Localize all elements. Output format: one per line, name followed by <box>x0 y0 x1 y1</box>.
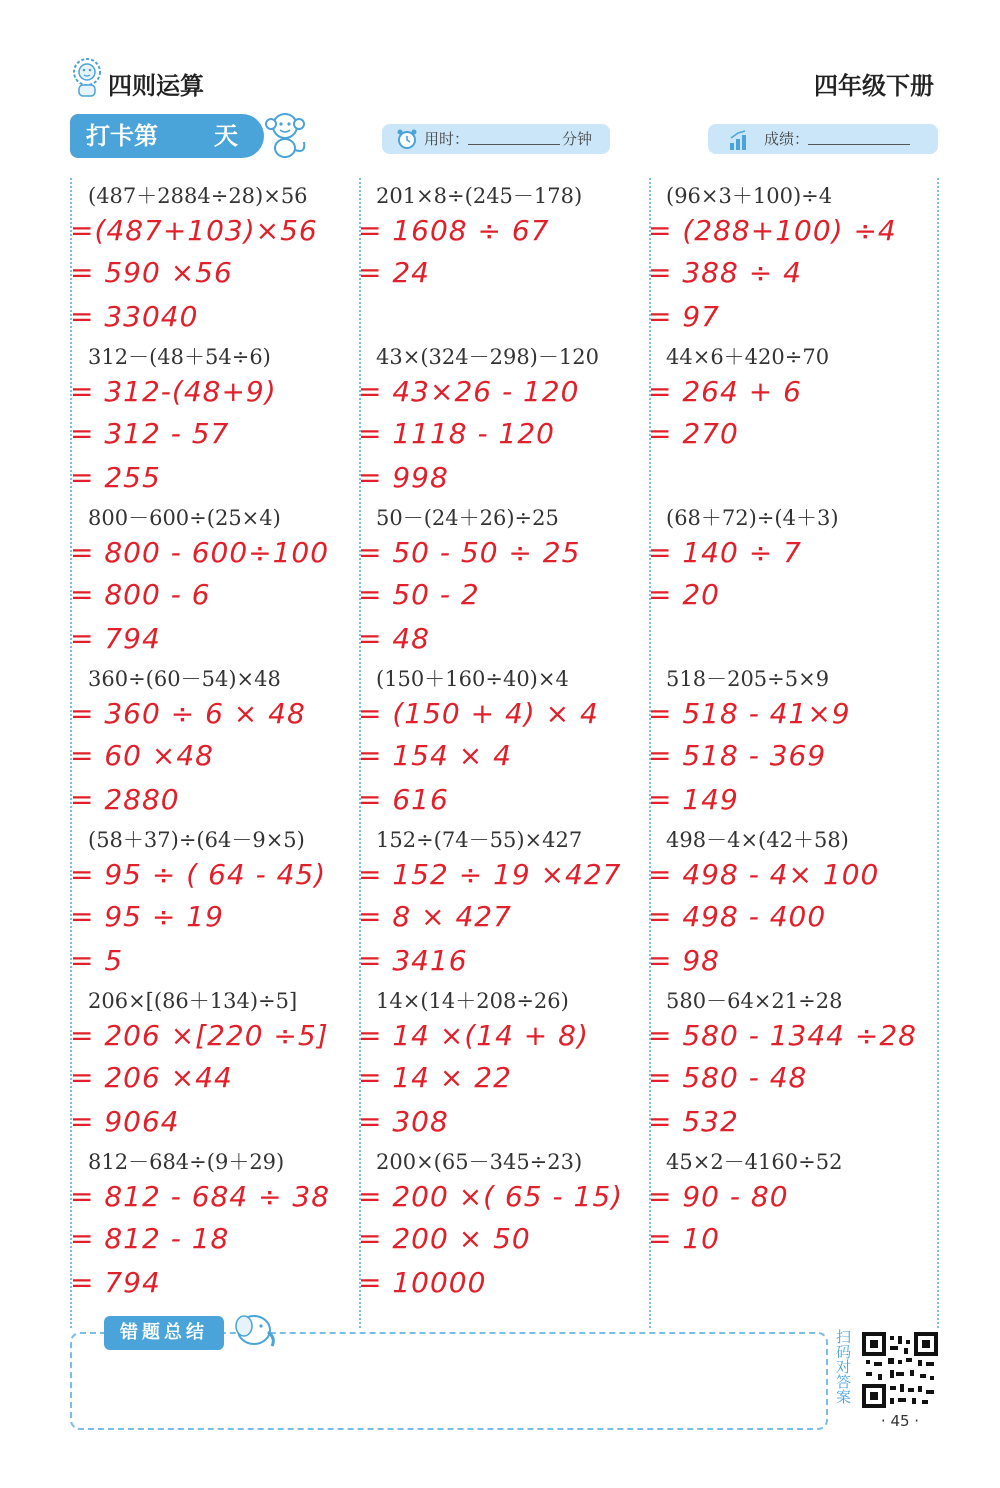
problem-expression: 360÷(60－54)×48 <box>88 667 281 691</box>
mistake-summary-label: 错题总结 <box>104 1316 224 1350</box>
problem-item <box>358 492 666 655</box>
handwritten-step: = 8 × 427 <box>358 900 512 933</box>
time-blank[interactable] <box>468 144 560 145</box>
problem-item <box>648 975 956 1138</box>
problem-item <box>358 653 666 816</box>
problem-item <box>70 331 378 494</box>
handwritten-step: = 5 <box>70 944 124 977</box>
problem-item <box>70 1136 378 1299</box>
problem-expression: (58＋37)÷(64－9×5) <box>88 828 305 852</box>
problem-expression: 812－684÷(9＋29) <box>88 1150 285 1174</box>
problem-item <box>358 975 666 1138</box>
handwritten-step: = 206 ×44 <box>70 1061 233 1094</box>
problem-item <box>358 814 666 977</box>
handwritten-step: = 518 - 369 <box>648 739 827 772</box>
problem-expression: (96×3＋100)÷4 <box>666 184 833 208</box>
time-label: 用时： <box>424 130 470 148</box>
problem-expression: (68＋72)÷(4＋3) <box>666 506 839 530</box>
problem-expression: 50－(24＋26)÷25 <box>376 506 559 530</box>
problem-expression: (150＋160÷40)×4 <box>376 667 569 691</box>
handwritten-step: = 95 ÷ ( 64 - 45) <box>70 858 327 891</box>
problem-item <box>648 170 956 333</box>
problem-expression: 201×8÷(245－178) <box>376 184 583 208</box>
grade-label: 四年级下册 <box>814 72 934 100</box>
handwritten-step: = 200 × 50 <box>358 1222 531 1255</box>
handwritten-step: = 140 ÷ 7 <box>648 536 802 569</box>
problem-expression: 152÷(74－55)×427 <box>376 828 583 852</box>
handwritten-step: = 998 <box>358 461 449 494</box>
handwritten-step: = 388 ÷ 4 <box>648 256 802 289</box>
time-unit: 分钟 <box>562 130 593 148</box>
handwritten-step: = 532 <box>648 1105 739 1138</box>
checkin-prefix: 打卡第 <box>86 122 158 150</box>
problem-expression: 44×6＋420÷70 <box>666 345 830 369</box>
handwritten-step: = 2880 <box>70 783 180 816</box>
problem-item <box>70 653 378 816</box>
handwritten-step: = 580 - 1344 ÷28 <box>648 1019 917 1052</box>
problem-expression: 43×(324－298)－120 <box>376 345 599 369</box>
problem-item <box>648 331 956 492</box>
handwritten-step: = 14 ×(14 + 8) <box>358 1019 589 1052</box>
handwritten-step: = 812 - 684 ÷ 38 <box>70 1180 331 1213</box>
handwritten-step: = 794 <box>70 1266 161 1299</box>
handwritten-step: = 24 <box>358 256 430 289</box>
handwritten-step: = 20 <box>648 578 720 611</box>
problem-expression: 14×(14＋208÷26) <box>376 989 569 1013</box>
handwritten-step: = 498 - 4× 100 <box>648 858 880 891</box>
problem-expression: 200×(65－345÷23) <box>376 1150 583 1174</box>
handwritten-step: = 312 - 57 <box>70 417 230 450</box>
elephant-icon <box>228 1308 278 1350</box>
alarm-clock-icon <box>396 128 418 150</box>
checkin-banner <box>70 114 264 158</box>
problem-item <box>648 1136 956 1297</box>
problem-item <box>648 492 956 653</box>
problem-item <box>358 1136 666 1299</box>
handwritten-step: = 33040 <box>70 300 199 333</box>
handwritten-step: = 149 <box>648 783 739 816</box>
handwritten-step: = 154 × 4 <box>358 739 512 772</box>
lion-icon <box>70 56 104 98</box>
handwritten-step: = 50 - 50 ÷ 25 <box>358 536 581 569</box>
problem-item <box>70 492 378 655</box>
problem-expression: 800－600÷(25×4) <box>88 506 281 530</box>
page-number: · 45 · <box>880 1412 920 1430</box>
handwritten-step: = 270 <box>648 417 739 450</box>
handwritten-step: = 580 - 48 <box>648 1061 808 1094</box>
handwritten-step: = 60 ×48 <box>70 739 214 772</box>
problem-expression: 312－(48＋54÷6) <box>88 345 271 369</box>
handwritten-step: = (150 + 4) × 4 <box>358 697 599 730</box>
handwritten-step: = 95 ÷ 19 <box>70 900 224 933</box>
handwritten-step: = 9064 <box>70 1105 180 1138</box>
handwritten-step: = 264 + 6 <box>648 375 802 408</box>
handwritten-step: = 812 - 18 <box>70 1222 230 1255</box>
handwritten-step: = 10 <box>648 1222 720 1255</box>
handwritten-step: = 498 - 400 <box>648 900 827 933</box>
handwritten-step: = 98 <box>648 944 720 977</box>
handwritten-step: = 43×26 - 120 <box>358 375 580 408</box>
handwritten-step: = 616 <box>358 783 449 816</box>
problem-item <box>358 170 666 331</box>
problem-item <box>70 170 378 333</box>
handwritten-step: = 1608 ÷ 67 <box>358 214 550 247</box>
problem-expression: 45×2－4160÷52 <box>666 1150 843 1174</box>
problem-expression: (487＋2884÷28)×56 <box>88 184 308 208</box>
handwritten-step: = 152 ÷ 19 ×427 <box>358 858 622 891</box>
handwritten-step: = 50 - 2 <box>358 578 480 611</box>
problem-item <box>70 975 378 1138</box>
handwritten-step: = 794 <box>70 622 161 655</box>
handwritten-step: = 3416 <box>358 944 468 977</box>
problem-item <box>70 814 378 977</box>
qr-code[interactable] <box>862 1332 938 1408</box>
handwritten-step: = 255 <box>70 461 161 494</box>
handwritten-step: = 10000 <box>358 1266 487 1299</box>
handwritten-step: =(487+103)×56 <box>70 214 318 247</box>
problem-expression: 498－4×(42＋58) <box>666 828 849 852</box>
score-label: 成绩： <box>764 130 810 148</box>
score-chart-icon <box>728 129 750 151</box>
problem-expression: 580－64×21÷28 <box>666 989 843 1013</box>
problem-item <box>648 814 956 977</box>
handwritten-step: = 360 ÷ 6 × 48 <box>70 697 306 730</box>
score-blank[interactable] <box>808 144 910 145</box>
score-field[interactable] <box>708 124 938 154</box>
time-field[interactable] <box>382 124 610 154</box>
page-title: 四则运算 <box>108 72 204 100</box>
problem-item <box>358 331 666 494</box>
handwritten-step: = 312-(48+9) <box>70 375 277 408</box>
problem-item <box>648 653 956 816</box>
scan-for-answers-text: 扫码对答案 <box>836 1328 852 1406</box>
checkin-suffix: 天 <box>214 122 238 150</box>
handwritten-step: = 308 <box>358 1105 449 1138</box>
handwritten-step: = 1118 - 120 <box>358 417 555 450</box>
handwritten-step: = 800 - 6 <box>70 578 211 611</box>
handwritten-step: = 97 <box>648 300 720 333</box>
problem-expression: 206×[(86＋134)÷5] <box>88 989 298 1013</box>
handwritten-step: = 14 × 22 <box>358 1061 512 1094</box>
handwritten-step: = 200 ×( 65 - 15) <box>358 1180 624 1213</box>
handwritten-step: = 590 ×56 <box>70 256 233 289</box>
handwritten-step: = 48 <box>358 622 430 655</box>
handwritten-step: = (288+100) ÷4 <box>648 214 897 247</box>
handwritten-step: = 800 - 600÷100 <box>70 536 330 569</box>
handwritten-step: = 90 - 80 <box>648 1180 789 1213</box>
handwritten-step: = 206 ×[220 ÷5] <box>70 1019 329 1052</box>
problem-expression: 518－205÷5×9 <box>666 667 830 691</box>
monkey-icon <box>258 110 312 160</box>
handwritten-step: = 518 - 41×9 <box>648 697 851 730</box>
